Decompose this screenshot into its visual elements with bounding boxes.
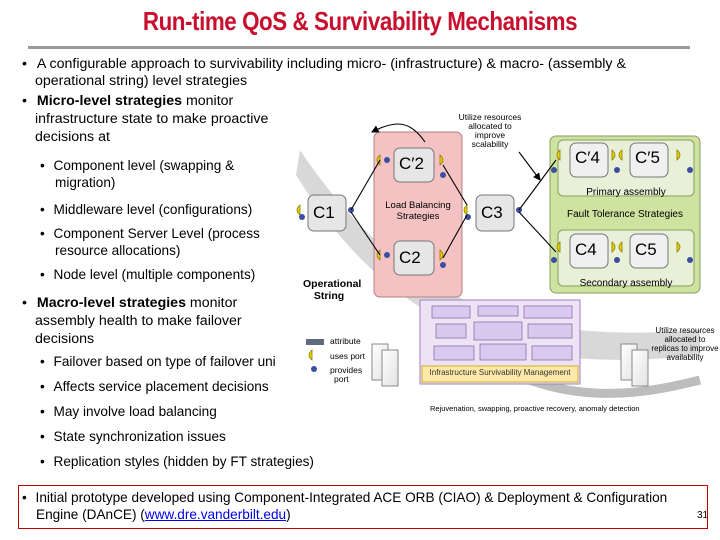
legend-provides-line1: provides (330, 365, 363, 375)
sub-bullet-5 (40, 353, 300, 370)
bullet-1 (22, 55, 626, 73)
operational-line2: String (313, 290, 345, 302)
infra-management-label: Infrastructure Survivability Management (429, 368, 571, 377)
utilize-top-line4: scalability (471, 139, 509, 149)
page-number: 31 (697, 510, 709, 521)
bullet-dot: • (40, 429, 45, 444)
bullet-dot: • (40, 158, 45, 173)
legend-attribute-swatch (306, 339, 324, 345)
footer-line1 (22, 489, 667, 506)
rejuvenation-label: Rejuvenation, swapping, proactive recovery, anomaly detection (430, 404, 640, 413)
sub-bullet-3 (40, 225, 260, 242)
ft-strategies-label: Fault Tolerance Strategies (567, 209, 683, 220)
sub-bullet-2-text: Middleware level (configurations) (53, 202, 253, 217)
utilize-right-line2: allocated to (664, 335, 706, 344)
label-c3: C3 (481, 203, 503, 222)
label-c4: C4 (575, 240, 597, 259)
bullet-2-rest: monitor (182, 93, 234, 109)
bullet-dot: • (22, 490, 27, 505)
bullet-2-bold: Micro-level strategies (36, 93, 183, 109)
utilize-scalability-label (455, 113, 525, 149)
bullet-dot: • (40, 354, 45, 369)
sub-bullet-6 (40, 378, 269, 395)
server-nodes-right (621, 344, 648, 386)
bullet-dot: • (40, 202, 45, 217)
sub-bullet-6-text: Affects service placement decisions (53, 379, 269, 394)
bullet-1-line2: operational string) level strategies (35, 73, 248, 89)
bullet-2-line3: decisions at (35, 129, 110, 145)
load-balancing-label (378, 200, 458, 222)
footer-line1-text: Initial prototype developed using Component-Integrated ACE ORB (CIAO) & Deployment & Configuration (35, 490, 668, 505)
sub-bullet-5-text: Failover based on type of failover uni (53, 354, 276, 369)
footer-line2 (22, 506, 667, 523)
bullet-dot: • (40, 454, 45, 469)
bullet-dot: • (22, 56, 27, 72)
load-balancing-line1: Load Balancing (385, 200, 451, 211)
footer-line2-pre: Engine (DAnCE) ( (36, 507, 145, 522)
bullet-3-line3: decisions (35, 331, 95, 347)
legend-provides-line2: port (334, 374, 349, 384)
bullet-3 (22, 294, 237, 312)
legend-attribute-label: attribute (330, 336, 361, 346)
legend-uses-label: uses port (330, 351, 365, 361)
sub-bullet-8-text: State synchronization issues (53, 429, 226, 444)
bullet-dot: • (22, 295, 27, 311)
utilize-right-line4: availability (666, 353, 704, 362)
sub-bullet-7 (40, 403, 217, 420)
bullet-3-bold: Macro-level strategies (36, 295, 186, 311)
utilize-top-line3: improve (474, 130, 506, 140)
slide-title: Run-time QoS & Survivability Mechanisms (142, 6, 578, 36)
legend-provides-port-icon (311, 366, 317, 372)
utilize-top-line2: allocated to (468, 121, 512, 131)
bullet-3-rest: monitor (185, 295, 238, 311)
footer-link[interactable]: www.dre.vanderbilt.edu (144, 507, 287, 522)
primary-assembly-label: Primary assembly (586, 187, 666, 198)
sub-bullet-4-text: Node level (multiple components) (53, 267, 256, 282)
bullet-2-line2: infrastructure state to make proactive (35, 111, 269, 127)
bullet-dot: • (22, 93, 27, 109)
sub-bullet-2 (40, 201, 252, 218)
utilize-right-line3: replicas to improve (651, 344, 719, 353)
footer-line2-post: ) (286, 507, 291, 522)
utilize-availability-label (650, 326, 720, 362)
label-c4-prime: C′4 (575, 148, 600, 167)
sub-bullet-9 (40, 453, 314, 470)
operational-line1: Operational (303, 278, 362, 290)
sub-bullet-4 (40, 266, 255, 283)
load-balancing-line2: Strategies (396, 211, 440, 222)
label-c2-prime: C′2 (399, 154, 424, 173)
sub-bullet-1 (40, 157, 234, 174)
label-c5: C5 (635, 240, 657, 259)
utilize-right-line1: Utilize resources (655, 326, 715, 335)
legend-provides-label (330, 366, 362, 384)
bullet-2 (22, 92, 233, 110)
label-c1: C1 (313, 203, 335, 222)
bullet-1-line1: A configurable approach to survivability including micro- (infrastructure) & macro- (assembly & (36, 56, 626, 72)
server-nodes-left (372, 344, 398, 386)
label-c5-prime: C′5 (635, 148, 660, 167)
label-c2: C2 (399, 248, 421, 267)
sub-bullet-1-line1: Component level (swapping & (53, 158, 235, 173)
management-subblocks (432, 306, 572, 360)
footer-text (22, 489, 667, 523)
sub-bullet-3-line2: resource allocations) (55, 243, 181, 258)
sub-bullet-1-line2: migration) (55, 175, 116, 190)
secondary-assembly-label: Secondary assembly (579, 278, 673, 289)
sub-bullet-9-text: Replication styles (hidden by FT strategies) (53, 454, 314, 469)
utilize-top-line1: Utilize resources (458, 112, 522, 122)
sub-bullet-8 (40, 428, 226, 445)
sub-bullet-3-line1: Component Server Level (process (53, 226, 260, 241)
sub-bullet-7-text: May involve load balancing (53, 404, 217, 419)
bullet-dot: • (40, 226, 45, 241)
bullet-3-line2: assembly health to make failover (35, 313, 242, 329)
bullet-dot: • (40, 404, 45, 419)
operational-string-label (303, 278, 362, 302)
bullet-dot: • (40, 267, 45, 282)
bullet-dot: • (40, 379, 45, 394)
